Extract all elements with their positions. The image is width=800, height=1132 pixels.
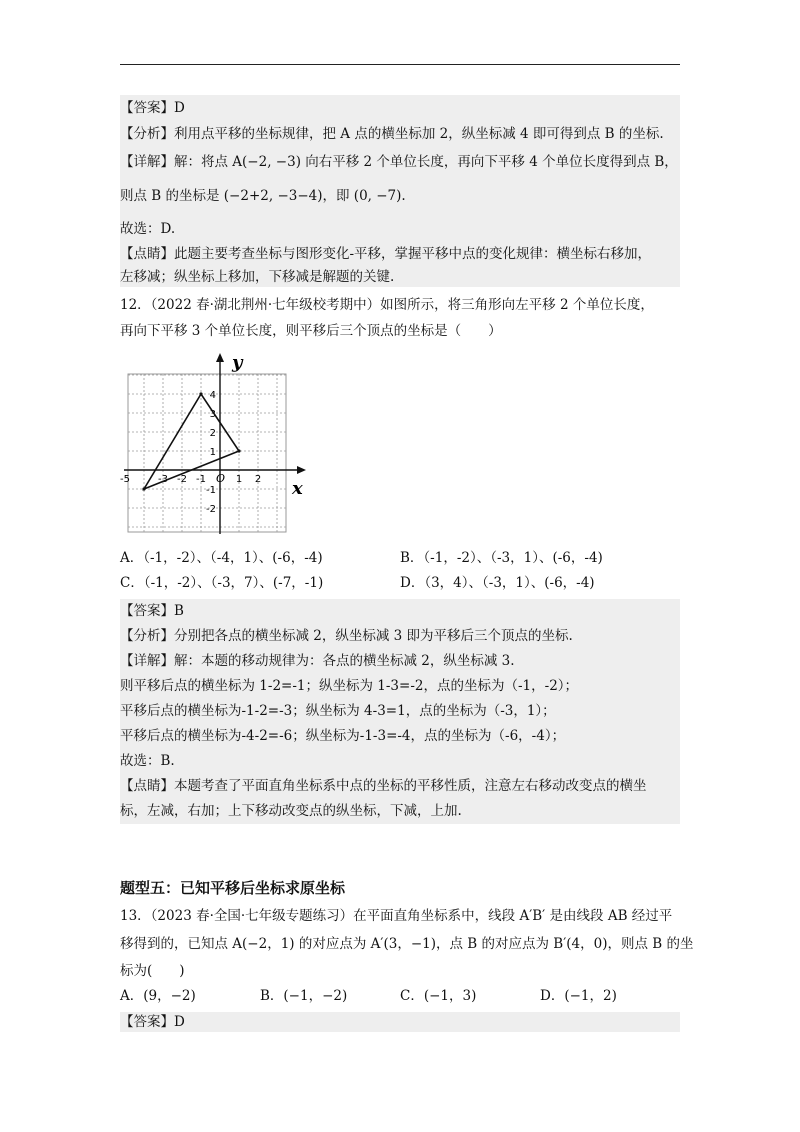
q11-detail-line-1 bbox=[120, 152, 678, 172]
q13-stem-line-1: 13．（2023 春·全国·七年级专题练习）在平面直角坐标系中，线段 A′B′ 是由线段 AB 经过平 bbox=[120, 908, 673, 924]
q13-solution-box bbox=[120, 1012, 680, 1032]
triangle-vertex bbox=[199, 392, 202, 395]
q11-analysis-line bbox=[120, 124, 664, 144]
y-tick-label: -1 bbox=[206, 485, 216, 496]
coordinate-grid-figure bbox=[118, 352, 318, 537]
comment-text-2: 左移减；纵坐标上移加，下移减是解题的关键. bbox=[120, 269, 395, 285]
q13-option-c[interactable]: C．(−1，3) bbox=[400, 988, 477, 1004]
analysis-text: 利用点平移的坐标规律，把 A 点的横坐标加 2，纵坐标减 4 即可得到点 B 的坐标. bbox=[174, 126, 664, 142]
comment-text-1: 本题考查了平面直角坐标系中点的坐标的平移性质，注意左右移动改变点的横坐 bbox=[174, 778, 647, 794]
y-axis-arrow bbox=[216, 353, 224, 362]
x-tick-label: -5 bbox=[120, 474, 130, 485]
x-tick-label: -1 bbox=[196, 474, 206, 485]
answer-value: D bbox=[174, 1014, 185, 1030]
comment-tag: 【点睛】 bbox=[120, 778, 174, 794]
answer-value: B bbox=[174, 603, 184, 619]
x-tick-label: -2 bbox=[177, 474, 187, 485]
q13-option-b[interactable]: B．(−1，−2) bbox=[260, 988, 348, 1004]
comment-tag: 【点睛】 bbox=[120, 246, 174, 262]
q12-option-d[interactable]: D．（3，4）、（-3，1）、(-6，-4) bbox=[400, 575, 595, 591]
answer-tag: 【答案】 bbox=[120, 603, 174, 619]
y-tick-label: 3 bbox=[209, 409, 216, 420]
y-axis-label: y bbox=[232, 352, 243, 373]
analysis-tag: 【分析】 bbox=[120, 126, 174, 142]
q12-option-b[interactable]: B．（-1，-2）、（-3，1）、(-6，-4) bbox=[400, 550, 603, 566]
q13-option-d[interactable]: D．(−1，2) bbox=[540, 988, 617, 1004]
analysis-tag: 【分析】 bbox=[120, 628, 174, 644]
q11-solution-box bbox=[120, 95, 680, 287]
q12-choice-line: 故选：B. bbox=[120, 753, 175, 769]
y-tick-label: 1 bbox=[209, 447, 216, 458]
analysis-text: 分别把各点的横坐标减 2，纵坐标减 3 即为平移后三个顶点的坐标. bbox=[174, 628, 573, 644]
q11-choice-line bbox=[120, 219, 175, 239]
triangle-vertex bbox=[237, 449, 240, 452]
q12-analysis-line bbox=[120, 626, 573, 646]
q12-comment-line-2: 标，左减，右加；上下移动改变点的纵坐标，下减，上加. bbox=[120, 803, 462, 819]
q12-option-c[interactable]: C．（-1，-2）、（-3，7）、(-7，-1) bbox=[120, 575, 324, 591]
answer-tag: 【答案】 bbox=[120, 100, 174, 116]
q12-stem-line-2: 再向下平移 3 个单位长度，则平移后三个顶点的坐标是（ ） bbox=[120, 323, 502, 339]
y-tick-label: 4 bbox=[209, 390, 216, 401]
answer-tag: 【答案】 bbox=[120, 1014, 174, 1030]
answer-value: D bbox=[174, 100, 185, 116]
origin-label: O bbox=[216, 472, 226, 485]
q11-detail-line-2 bbox=[120, 186, 406, 206]
q13-answer-line bbox=[120, 1012, 185, 1032]
x-tick-label: 1 bbox=[235, 474, 243, 485]
comment-text-1: 此题主要考查坐标与图形变化-平移，掌握平移中点的变化规律：横坐标右移加， bbox=[174, 246, 652, 262]
x-tick-label: -3 bbox=[158, 474, 168, 485]
q13-option-a[interactable]: A．(9，−2) bbox=[120, 988, 196, 1004]
y-tick-label: -2 bbox=[206, 504, 216, 515]
x-tick-label: 2 bbox=[254, 474, 262, 485]
section-heading: 题型五：已知平移后坐标求原坐标 bbox=[120, 879, 346, 897]
q12-answer-line bbox=[120, 601, 184, 621]
detail-text-2: 则点 B 的坐标是 (−2+2, −3−4)，即 (0, −7). bbox=[120, 188, 406, 204]
x-axis-label: x bbox=[292, 478, 303, 499]
q11-comment-line-1 bbox=[120, 244, 651, 264]
q12-comment-line-1 bbox=[120, 776, 647, 796]
tick-labels bbox=[120, 390, 261, 515]
y-tick-label: 2 bbox=[209, 428, 216, 439]
q11-answer-line bbox=[120, 98, 185, 118]
x-axis-arrow bbox=[297, 466, 306, 474]
q12-step-line-3: 平移后点的横坐标为-4-2=-6；纵坐标为-1-3=-4，点的坐标为（-6，-4）； bbox=[120, 728, 566, 744]
q12-stem-line-1: 12．（2022 春·湖北荆州·七年级校考期中）如图所示，将三角形向左平移 2 个单位长度， bbox=[120, 297, 654, 313]
q12-step-line-2: 平移后点的横坐标为-1-2=-3；纵坐标为 4-3=1，点的坐标为（-3，1）； bbox=[120, 703, 556, 719]
q12-solution-box bbox=[120, 599, 680, 824]
q11-comment-line-2 bbox=[120, 267, 394, 287]
q12-step-line-1: 则平移后点的横坐标为 1-2=-1；纵坐标为 1-3=-2，点的坐标为（-1，-2）； bbox=[120, 678, 579, 694]
detail-text: 解：本题的移动规律为：各点的横坐标减 2，纵坐标减 3. bbox=[174, 653, 515, 669]
detail-text-1: 解：将点 A(−2, −3) 向右平移 2 个单位长度，再向下平移 4 个单位长度得到点 B， bbox=[174, 154, 678, 170]
q13-stem-line-2: 移得到的，已知点 A(−2，1) 的对应点为 A′(3，−1)，点 B 的对应点为 B′(4，0)，则点 B 的坐 bbox=[120, 936, 694, 952]
triangle-vertex bbox=[142, 487, 145, 490]
q12-detail-line bbox=[120, 651, 515, 671]
detail-tag: 【详解】 bbox=[120, 653, 174, 669]
q12-option-a[interactable]: A．（-1，-2）、（-4，1）、(-6，-4) bbox=[120, 550, 323, 566]
detail-tag: 【详解】 bbox=[120, 154, 174, 170]
choice-text: 故选：D. bbox=[120, 221, 176, 237]
page-top-rule bbox=[120, 64, 680, 65]
q13-stem-line-3: 标为( ) bbox=[120, 963, 185, 979]
